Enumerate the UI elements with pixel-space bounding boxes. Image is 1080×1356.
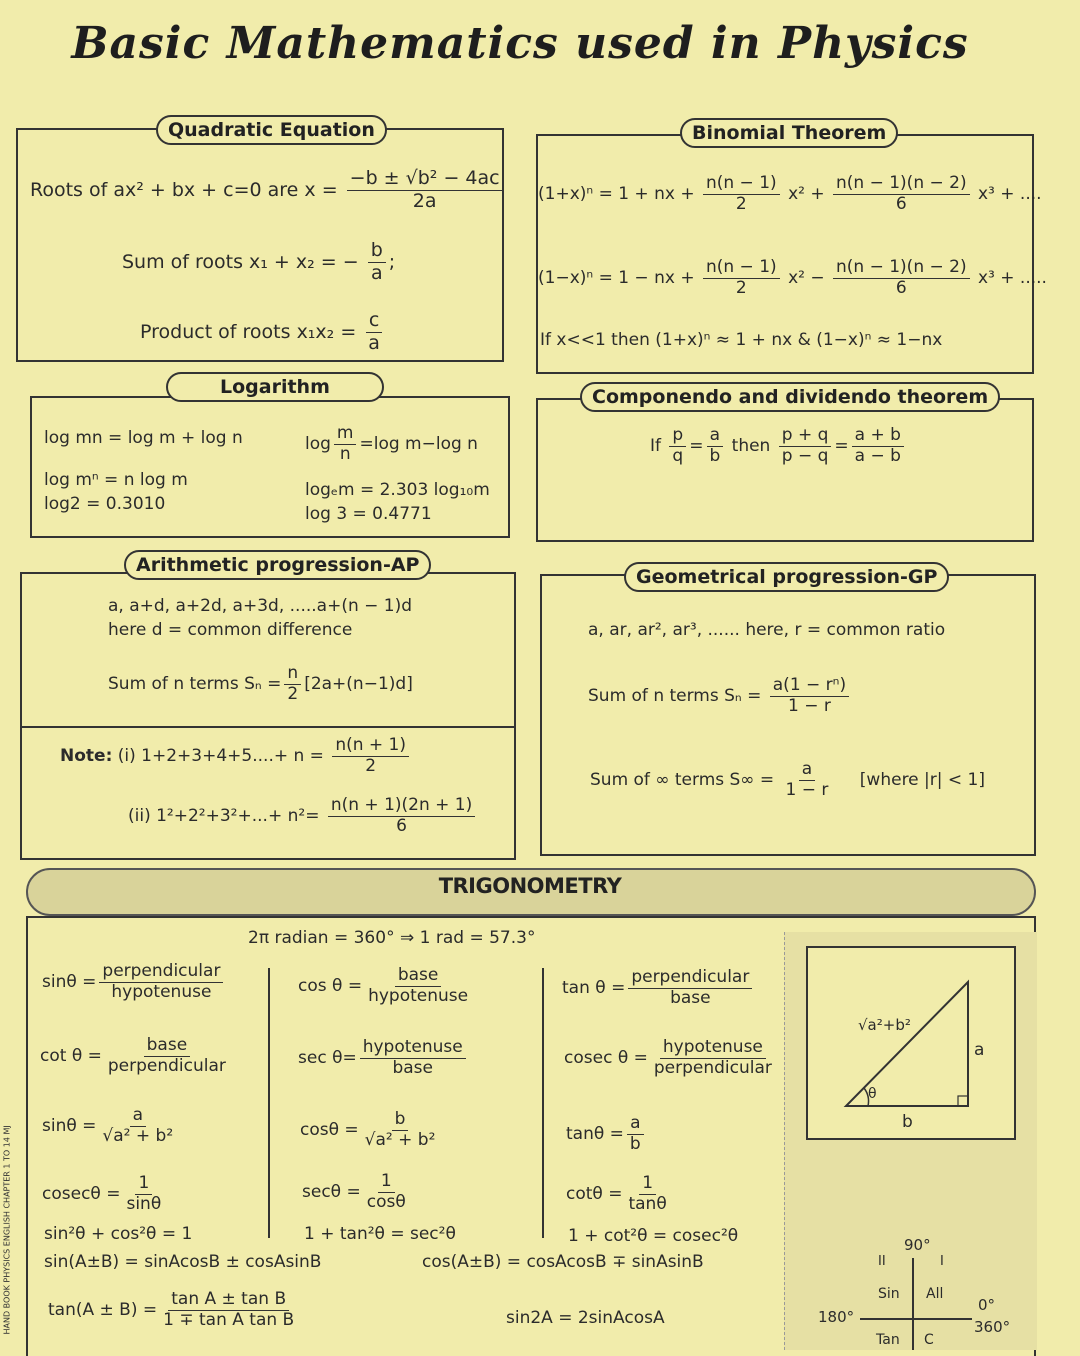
log-power: log mⁿ = n log m [44,470,188,490]
gp-sequence: a, ar, ar², ar³, ...... here, r = common ratio [588,620,946,640]
cot-definition: cot θ = $\frac{\text{base}}{\text{perpendicular}}$ [40,1035,226,1076]
binomial-approx: If x<<1 then (1+x)ⁿ ≈ 1 + nx & (1−x)ⁿ ≈ 1−nx [540,330,943,350]
ap-sum: Sum of n terms Sₙ = $\frac{n}{2}$ [2a+(n−1)d] [108,663,413,704]
quadratic-roots: Roots of ax² + bx + c=0 are x = $\frac{\text{−b ± √b² − 4ac}}{2a}$ [30,168,506,213]
cos-sum-formula: cos(A±B) = cosAcosB ∓ sinAsinB [422,1252,704,1272]
identity-tan-sec: 1 + tan²θ = sec²θ [304,1224,456,1244]
identity-sin-cos: sin²θ + cos²θ = 1 [44,1224,193,1244]
cosec-definition: cosec θ = $\frac{\text{hypotenuse}}{\text{perpendicular}}$ [564,1037,772,1078]
quadrant-0: 0° [978,1296,996,1314]
sec-definition: sec θ= $\frac{\text{hypotenuse}}{\text{base}}$ [298,1038,469,1078]
tan-definition: tan θ = $\frac{\text{perpendicular}}{\text{base}}$ [562,968,755,1008]
quadrant-360: 360° [974,1318,1011,1336]
cos-ratio: cosθ = $\frac{b}{\text{√a² + b²}}$ [300,1109,436,1150]
trig-divider-1 [268,968,270,1238]
log-2: log2 = 0.3010 [44,494,166,514]
componendo-box [536,398,1034,542]
double-angle-formula: sin2A = 2sinAcosA [506,1308,665,1328]
right-triangle [806,946,1016,1140]
log-quotient: log $\frac{m}{n}$ =log m−log n [305,423,478,464]
quadrant-sin: Sin [878,1286,900,1302]
triangle-side-a: a [974,1040,985,1060]
quadrant-90: 90° [904,1236,931,1254]
quadrant-x-axis [860,1318,972,1320]
log-3: log 3 = 0.4771 [305,504,432,524]
ap-note-1: Note: (i) 1+2+3+4+5....+ n = $\frac{n(n + 1)}{2}$ [60,736,412,776]
componendo-label: Componendo and dividendo theorem [580,382,1000,412]
quadrant-180: 180° [818,1308,855,1326]
quadrant-all: All [926,1286,944,1302]
gp-label: Geometrical progression-GP [624,562,949,592]
quadratic-label: Quadratic Equation [156,115,387,145]
quadrant-cos: C [924,1332,934,1348]
log-product: log mn = log m + log n [44,428,243,448]
quadrant-i: I [940,1254,944,1269]
ap-common-difference: here d = common difference [108,620,353,640]
tan-sum-formula: tan(A ± B) = $\frac{\text{tan A ± tan B}}{\text{1 ∓ tan A tan B}}$ [48,1289,295,1330]
side-caption: HAND BOOK PHYSICS ENGLISH CHAPTER 1 TO 14 MJ [2,1125,12,1335]
sin-sum-formula: sin(A±B) = sinAcosB ± cosAsinB [44,1252,322,1272]
quadratic-sum: Sum of roots x₁ + x₂ = − $\frac{b}{a}$ ; [122,239,396,284]
identity-cot-cosec: 1 + cot²θ = cosec²θ [568,1226,739,1246]
binomial-label: Binomial Theorem [680,118,898,148]
triangle-angle: θ [868,1086,877,1102]
logarithm-box [30,396,510,538]
trig-divider-2 [542,968,544,1238]
sec-ratio: secθ = $\frac{1}{\cos\theta}$ [302,1171,406,1212]
binomial-line-1: (1+x)ⁿ = 1 + nx + $\frac{n(n - 1)}{2}$ x² + $\frac{n(n - 1)(n - 2)}{6}$ x³ + .... [538,173,1042,214]
ap-divider [20,726,516,728]
binomial-line-2: (1−x)ⁿ = 1 − nx + $\frac{n(n - 1)}{2}$ x² − $\frac{n(n - 1)(n - 2)}{6}$ x³ + ..... [538,257,1047,298]
ap-label: Arithmetic progression-AP [124,550,431,580]
ap-note-2: (ii) 1²+2²+3²+...+ n²= $\frac{n(n + 1)(2n + 1)}{6}$ [128,796,478,836]
cos-definition: cos θ = $\frac{\text{base}}{\text{hypotenuse}}$ [298,965,469,1006]
triangle-hypotenuse: √a²+b² [858,1016,911,1034]
sin-ratio: sinθ = $\frac{a}{\text{√a² + b²}}$ [42,1105,174,1146]
radian-conversion: 2π radian = 360° ⇒ 1 rad = 57.3° [248,928,536,948]
gp-infinite-sum: Sum of ∞ terms S∞ = $\frac{a}{1 - r}$ [where |r| < 1] [590,759,985,800]
log-natural: logₑm = 2.303 log₁₀m [305,480,490,500]
cosec-ratio: cosecθ = $\frac{1}{\sin\theta}$ [42,1173,162,1214]
ap-sequence: a, a+d, a+2d, a+3d, .....a+(n − 1)d [108,596,413,616]
gp-sum: Sum of n terms Sₙ = $\frac{\text{a(1 − rⁿ)}}{1 - r}$ [588,676,852,716]
tan-ratio: tanθ = $\frac{a}{b}$ [566,1114,647,1154]
quadrant-y-axis [912,1258,914,1350]
quadratic-product: Product of roots x₁x₂ = $\frac{c}{a}$ [140,310,386,355]
triangle-side-b: b [902,1112,913,1132]
quadrant-tan: Tan [876,1332,900,1348]
logarithm-label: Logarithm [166,372,384,402]
trigonometry-label: TRIGONOMETRY [438,874,622,898]
sin-definition: sinθ = $\frac{\text{perpendicular}}{\text{hypotenuse}}$ [42,962,226,1002]
cot-ratio: cotθ = $\frac{1}{\tan\theta}$ [566,1173,667,1214]
quadrant-ii: II [878,1254,886,1269]
page-title: Basic Mathematics used in Physics [71,18,969,69]
componendo-statement: If $\frac{p}{q}$ = $\frac{a}{b}$ then $\frac{p + q}{p - q}$ = $\frac{a + b}{a - b}$ [650,426,907,466]
